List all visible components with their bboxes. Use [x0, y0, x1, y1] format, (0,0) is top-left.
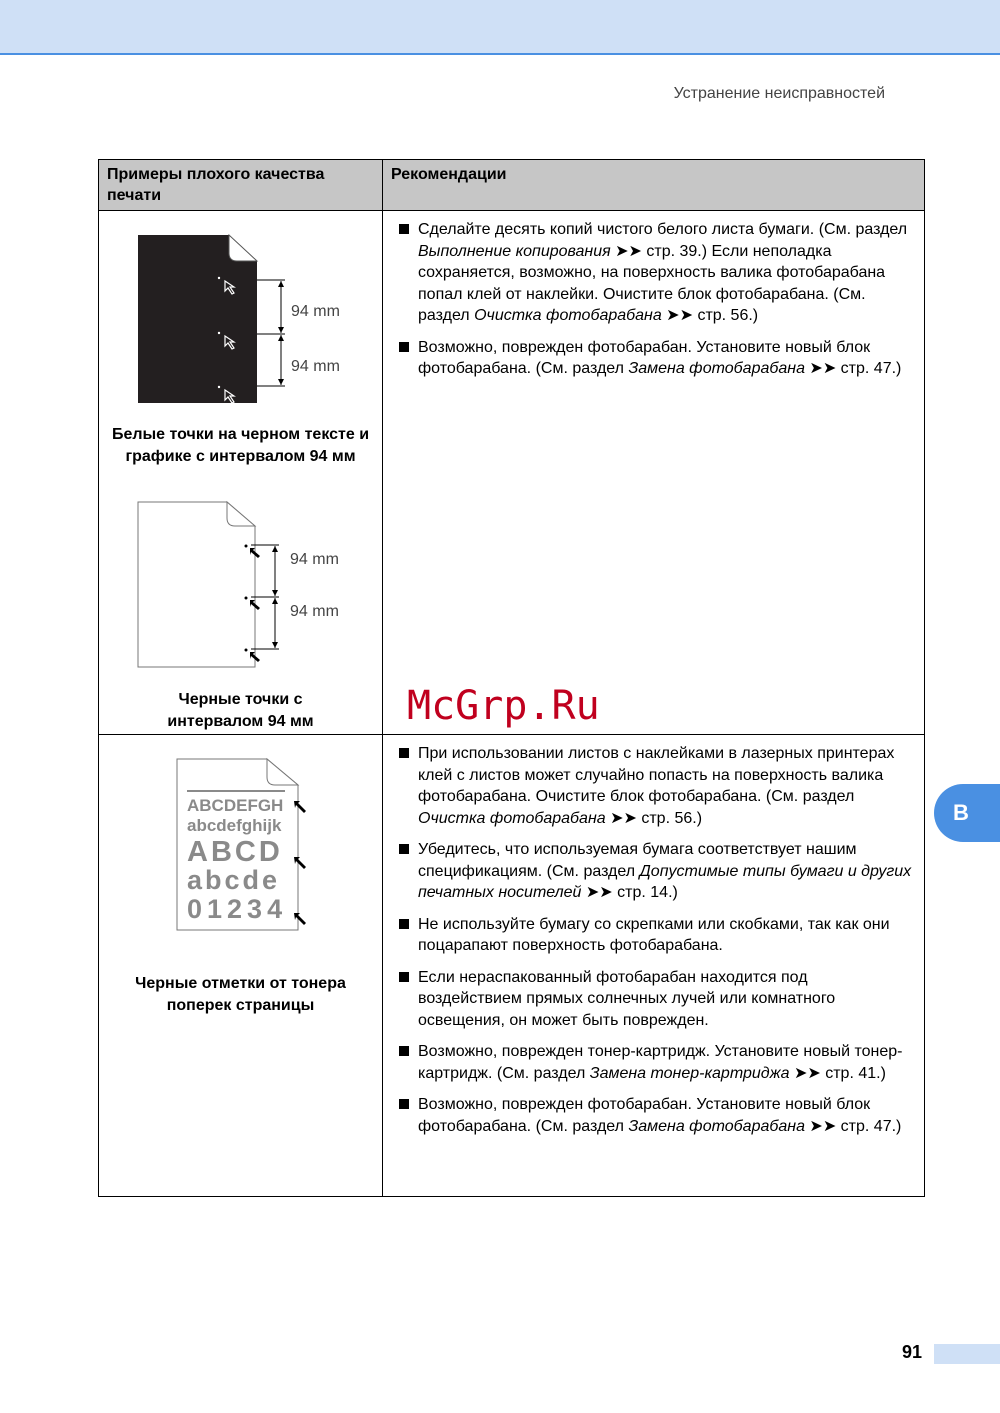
cross-reference-link[interactable]: Допустимые типы бумаги и других печатных носителей: [418, 862, 912, 901]
cross-reference-link[interactable]: Замена фотобарабана: [628, 360, 805, 377]
recommendations-cell: [383, 735, 925, 1197]
sample-text-line: abcdefghijk: [187, 816, 282, 835]
list-item: Если нераспакованный фотобарабан находится под воздействием прямых солнечных лучей или комнатного освещения, он может быть поврежден.: [399, 967, 914, 1032]
sample-text-line: ABCD: [187, 836, 283, 868]
chapter-tab[interactable]: B: [934, 784, 1000, 842]
square-bullet-icon: [399, 748, 409, 758]
cross-reference-link[interactable]: Очистка фотобарабана: [418, 809, 606, 827]
dimension-label: 94 mm: [291, 303, 340, 320]
list-item: Не используйте бумагу со скрепками или скобками, так как они поцарапают поверхность фотобарабана.: [399, 914, 914, 957]
square-bullet-icon: [399, 1099, 409, 1109]
cross-reference-link[interactable]: Очистка фотобарабана: [474, 307, 662, 324]
page-number-bar: [934, 1344, 1000, 1364]
sample-caption: Черные точки с интервалом 94 мм: [167, 691, 314, 730]
sample-caption: Черные отметки от тонера поперек страницы: [135, 975, 346, 1014]
square-bullet-icon: [399, 919, 409, 929]
list-item: Сделайте десять копий чистого белого листа бумаги. (См. раздел Выполнение копирования ➤➤ стр. 39.) Если неполадка сохраняется, возможно, на поверхность валика фотобарабана попал клей от наклейки. Очистите блок фотобарабана. (См. раздел Очистка фотобарабана ➤➤ стр. 56.): [399, 219, 914, 327]
square-bullet-icon: [399, 224, 409, 234]
top-color-band: [0, 0, 1000, 55]
square-bullet-icon: [399, 844, 409, 854]
running-header: Устранение неисправностей: [673, 85, 885, 102]
dimension-label: 94 mm: [291, 358, 340, 375]
page-number: 91: [902, 1342, 923, 1362]
square-bullet-icon: [399, 342, 409, 352]
square-bullet-icon: [399, 972, 409, 982]
sample-caption: Белые точки на черном тексте и графике с интервалом 94 мм: [111, 426, 370, 465]
list-item: Возможно, поврежден фотобарабан. Установите новый блок фотобарабана. (См. раздел Замена фотобарабана ➤➤ стр. 47.): [399, 337, 914, 380]
toner-marks-illustration: [99, 747, 383, 957]
sample-cell: [99, 211, 383, 735]
recommendations-list: [399, 219, 914, 380]
list-item: Возможно, поврежден фотобарабан. Установите новый блок фотобарабана. (См. раздел Замена фотобарабана ➤➤ стр. 47.): [399, 1094, 914, 1137]
table-header-row: [99, 160, 925, 211]
sample-text-line: 01234: [187, 894, 288, 924]
troubleshooting-table: [98, 159, 925, 1197]
watermark-text: McGrp.Ru: [407, 683, 600, 729]
sample-text-line: ABCDEFGH: [187, 796, 284, 815]
cross-reference-link[interactable]: Замена фотобарабана: [628, 1117, 805, 1135]
list-item: Возможно, поврежден тонер-картридж. Установите новый тонер-картридж. (См. раздел Замена тонер-картриджа ➤➤ стр. 41.): [399, 1041, 914, 1084]
sample-text-line: abcde: [187, 865, 281, 895]
black-dots-illustration: [99, 482, 383, 677]
table-row: [99, 211, 925, 735]
list-item: При использовании листов с наклейками в лазерных принтерах клей с листов может случайно попасть на поверхность валика фотобарабана. Очистите блок фотобарабана. (См. раздел Очистка фотобарабана ➤➤ стр. 56.): [399, 743, 914, 829]
dimension-label: 94 mm: [290, 551, 339, 568]
list-item: Убедитесь, что используемая бумага соответствует нашим спецификациям. (См. раздел Допустимые типы бумаги и других печатных носителей ➤➤ стр. 14.): [399, 839, 914, 904]
sample-cell: [99, 735, 383, 1197]
white-dots-illustration: [99, 211, 383, 423]
recommendations-cell: [383, 211, 925, 735]
column-header-recommendations: Рекомендации: [383, 160, 925, 211]
column-header-examples: Примеры плохого качества печати: [99, 160, 383, 211]
cross-reference-link[interactable]: Выполнение копирования: [418, 242, 611, 260]
square-bullet-icon: [399, 1046, 409, 1056]
cross-reference-link[interactable]: Замена тонер-картриджа: [589, 1064, 790, 1082]
dimension-label: 94 mm: [290, 603, 339, 620]
recommendations-list: [399, 743, 914, 1137]
table-row: [99, 735, 925, 1197]
